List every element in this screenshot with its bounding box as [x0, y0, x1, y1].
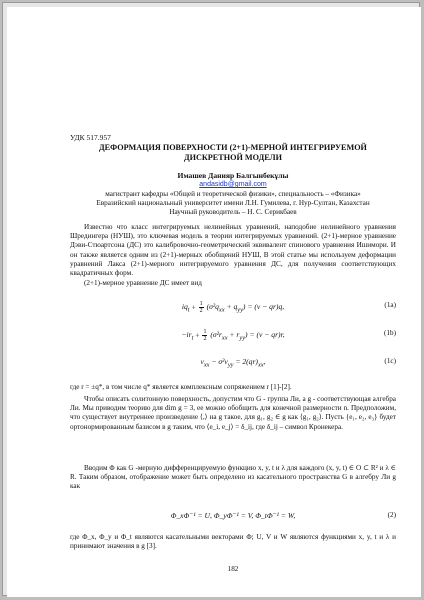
eq1a-sub-t: t [187, 306, 190, 314]
page-number: 182 [227, 565, 239, 573]
viewer-frame [2, 2, 420, 596]
eq1a-mid: (σ²q [206, 302, 219, 312]
document-page [7, 7, 421, 597]
eq1a-number: (1a) [384, 301, 396, 309]
mapping-paragraph: Вводим Φ как G -мерную дифференцируемую функцию x, y, t и λ для каждого (x, y, t) ∈ O ⊂ R² и λ ∈ R. Таким образом, отображение может быть определено из касательного пространства G в алгебру Ли g как [70, 464, 396, 491]
eq1c-tail: , [263, 357, 266, 366]
author-email-link[interactable]: andasidb@gmail.com [199, 181, 267, 188]
eq1c-rhs: = 2(qr) [233, 357, 258, 366]
eq1a-sub-xx: xx [218, 306, 225, 314]
eq1a-fraction [199, 301, 204, 314]
eq1b-sub-xx: xx [221, 334, 228, 342]
eq1a-frac-num: 1 [199, 301, 203, 307]
eq1b-lhs: −ir [181, 330, 192, 340]
eq1b-tail: + r [227, 330, 240, 340]
equation-1a [70, 301, 396, 317]
intro-paragraph: Известно что класс интегрируемых нелинейных уравнений, наподобие нелинейного уравнения Шредингера (НУШ), это ключевая модель в теории интегрируемых уравнений. (2+1)-мерное уравнение Дэви-Стюартсона (ДС) это калибровочно-геометрический эквивалент спинового уравнения Ишимори. И он также является одним из (2+1)-мерных обобщений НУШ, В этой статье мы используем деформации уравнений Лакса (2+1)-мерного интегрируемого уравнения ДС, для получения соответствующих квадратичных форм. [70, 223, 396, 278]
eq1c-sub-rhs: xx [257, 361, 264, 369]
eq1c-number: (1c) [384, 357, 396, 365]
eq1a-frac-den: 2 [199, 308, 203, 314]
eq1b-number: (1b) [384, 329, 396, 337]
eq1b-sub-t: t [191, 334, 194, 342]
paper-title [70, 143, 396, 163]
group-paragraph: Чтобы описать солитонную поверхность, допустим что G - группа Ли, а g - соответствующая алгебра Ли. Мы приводим теорию для dim g = 3, ее можно обобщить для конечной размерности n. Предположим, что существует внутреннее произведение ⟨,⟩ на g такое, для g₁, g₂ ∈ g как ⟨g₁, g₂⟩. Пусть {e₁, e₂, e₃} будет ортонормированным базисом в g таким, что ⟨e_i, e_j⟩ = δ_ij, где δ_ij – символ Кронекера. [70, 395, 396, 431]
eq1b-fraction [202, 329, 207, 342]
eq1a-lhs: iq [181, 302, 188, 312]
equation-1c [70, 357, 396, 373]
eq1c-mid: − σ²v [209, 357, 228, 366]
eq1b-rhs: ) = (v − qr)r, [245, 330, 285, 340]
ds-intro-line: (2+1)-мерное уравнение ДС имеет вид [84, 279, 202, 287]
title-line-2: ДИСКРЕТНОЙ МОДЕЛИ [183, 153, 283, 162]
title-line-1: ДЕФОРМАЦИЯ ПОВЕРХНОСТИ (2+1)-МЕРНОЙ ИНТЕГРИРУЕМОЙ [99, 143, 367, 152]
eq1a-plus: + [191, 302, 196, 312]
affiliation-line-2: Евразийский национальный университет имени Л.Н. Гумилева, г. Нур-Султан, Казахстан [96, 199, 370, 207]
eq1a-rhs: ) = (v − qr)q, [242, 302, 285, 312]
eq1b-frac-num: 1 [203, 329, 207, 335]
eq1a-tail: + q [224, 302, 238, 312]
eq1c-sub-xx: xx [203, 361, 210, 369]
eq1c-sub-yy: yy [227, 361, 234, 369]
affiliation-line-1: магистрант кафедры «Общей и теоретической физики», специальность – «Физика» [105, 190, 361, 198]
eq1b-plus: + [195, 330, 200, 340]
eq1c-lhs: v [200, 357, 204, 366]
eq1b-mid: (σ²r [210, 330, 222, 340]
udk-code: УДК 517.957 [70, 133, 111, 142]
author-name: Имашев Данияр Балгынбекұлы [177, 171, 289, 180]
eq1b-sub-yy: yy [239, 334, 246, 342]
eq2-body: Φ_xΦ⁻¹ = U, Φ_yΦ⁻¹ = V, Φ_tΦ⁻¹ = W, [170, 511, 296, 520]
eq1a-sub-yy: yy [237, 306, 243, 314]
equation-1b [70, 329, 396, 345]
equation-2 [70, 511, 396, 527]
tangent-paragraph: где Φ_x, Φ_y и Φ_t являются касательными векторами Φ; U, V и W являются функциями x, y, t и λ и принимают значения в g [3]. [70, 533, 396, 551]
affiliation-line-3: Научный руководитель – Н. С. Серикбаев [169, 208, 297, 216]
where-line: где r = ±q*, в том числе q* является комплексным сопряжением r [1]-[2]. [70, 383, 292, 391]
eq2-number: (2) [387, 511, 396, 519]
eq1b-frac-den: 2 [203, 336, 207, 342]
